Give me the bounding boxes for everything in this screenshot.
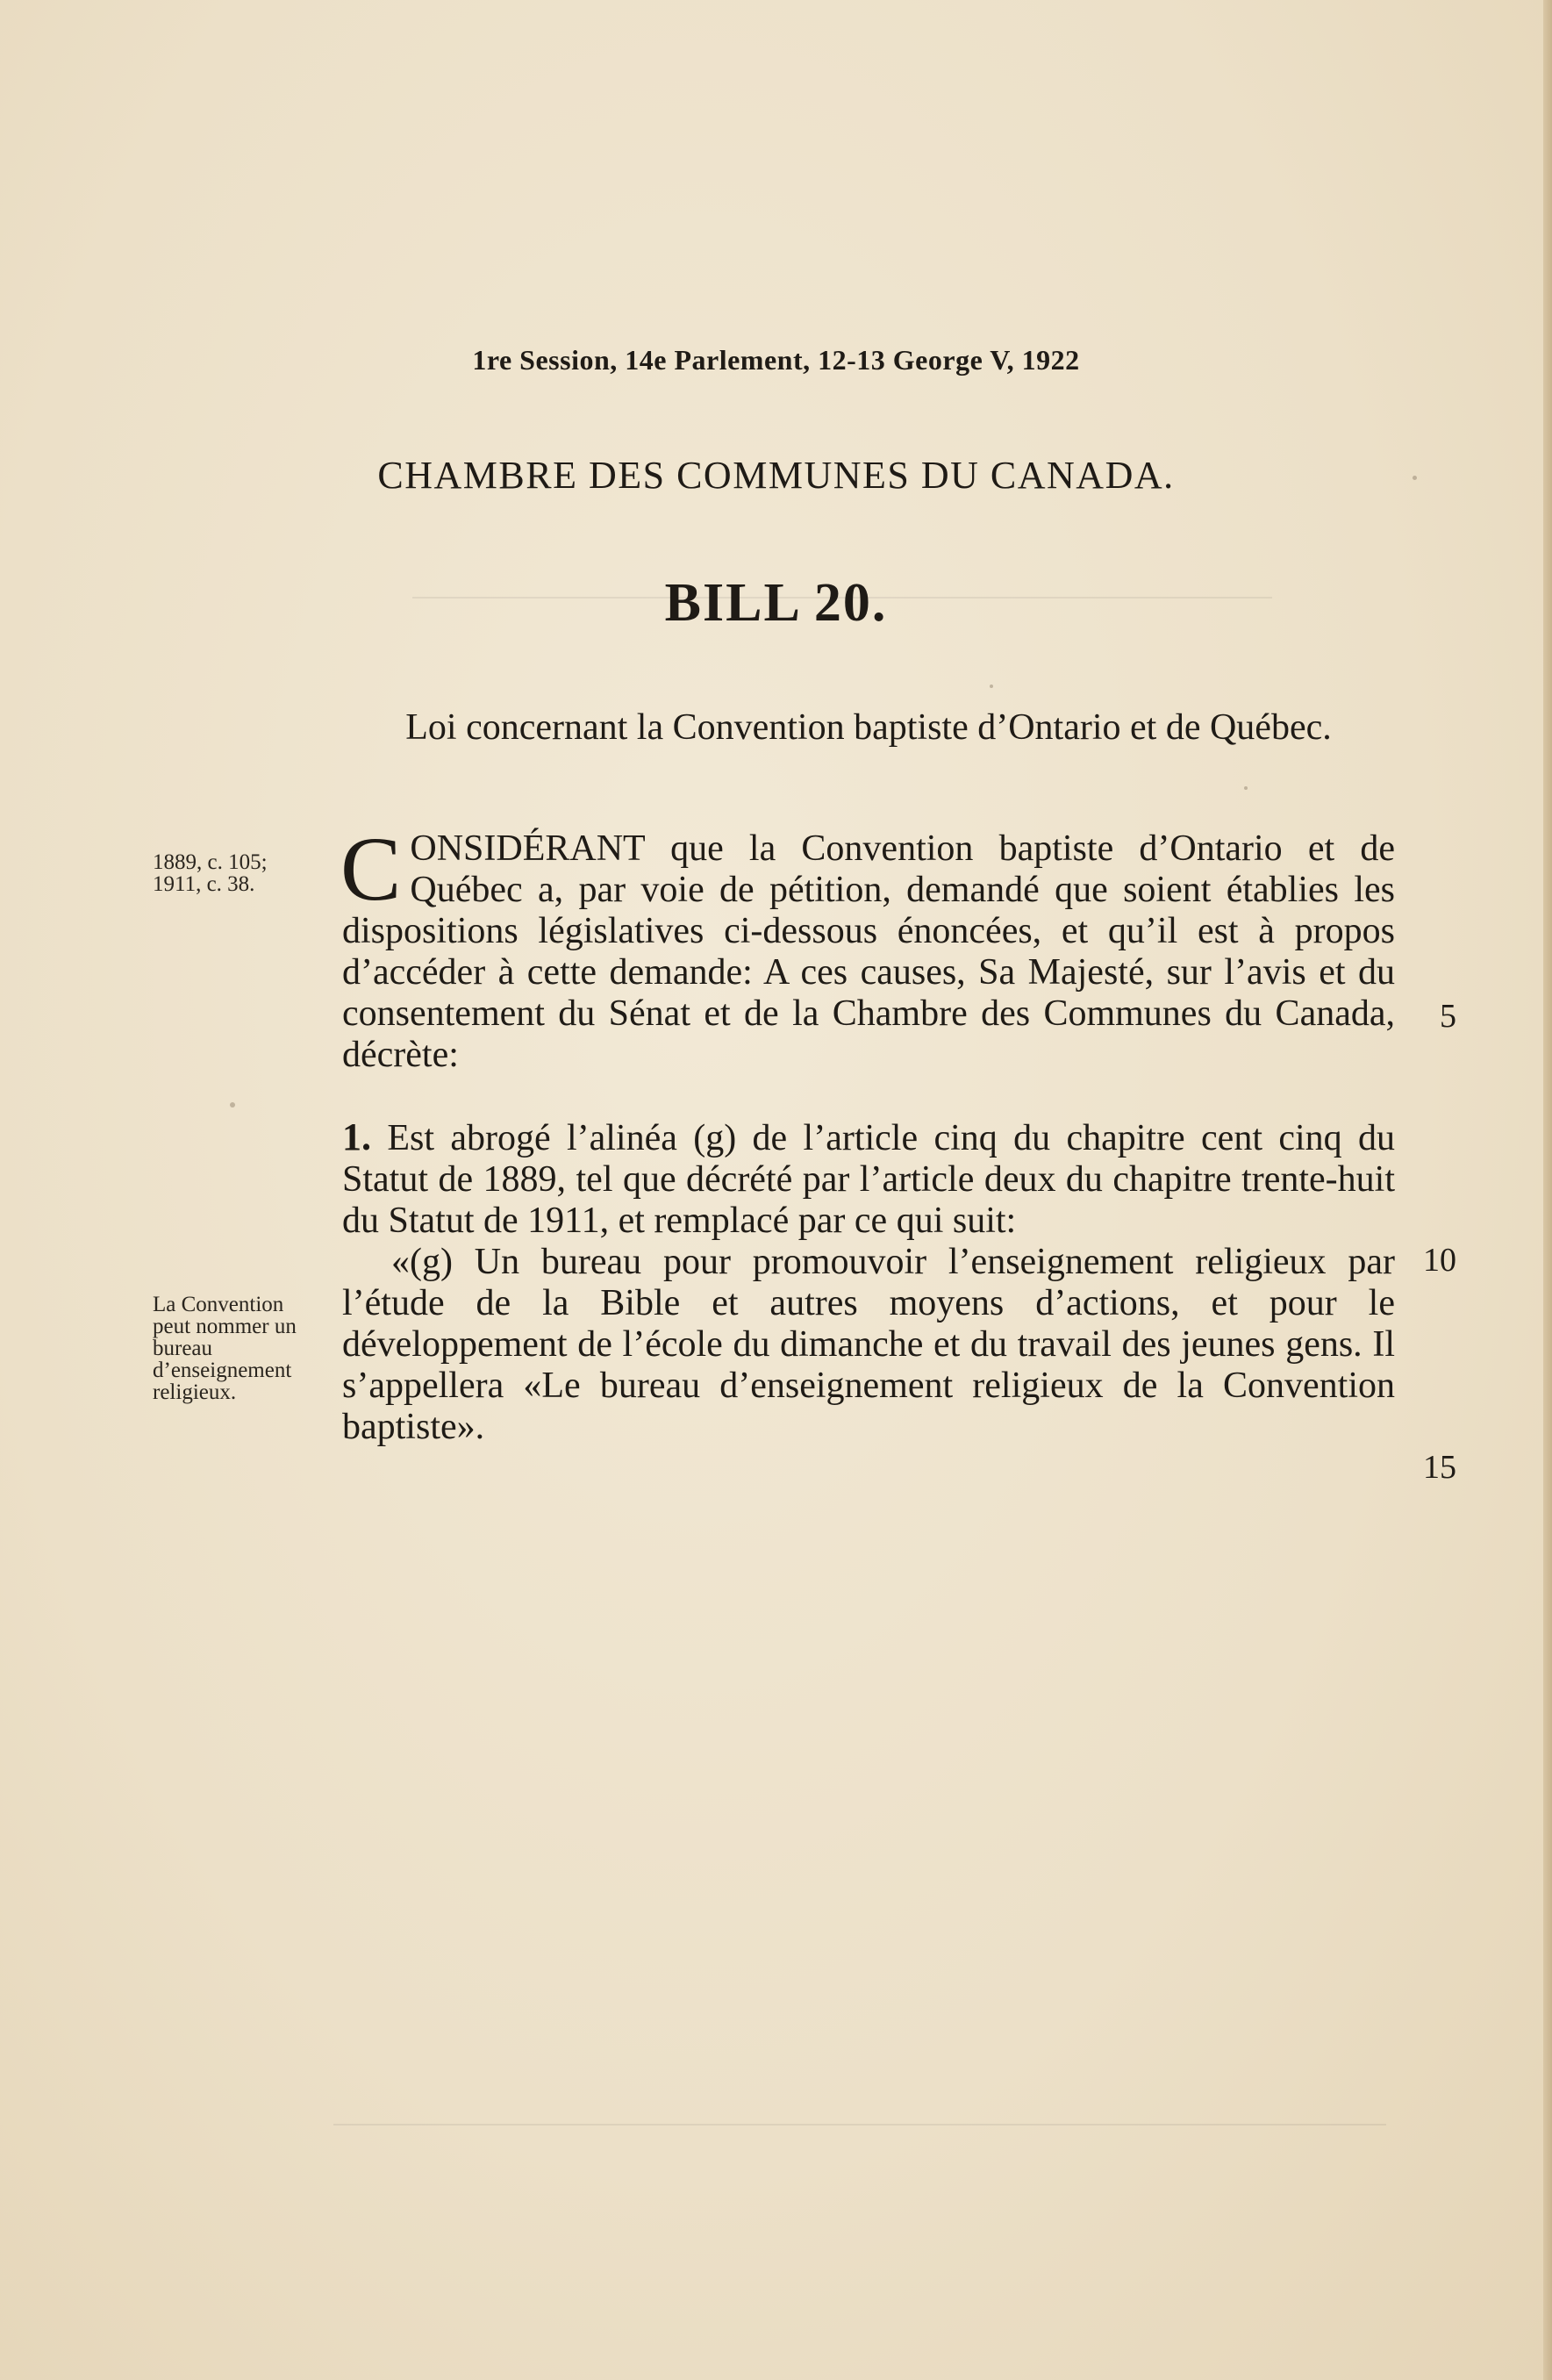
line-number-15: 15	[1423, 1449, 1456, 1486]
drop-cap: C	[340, 819, 402, 920]
preamble	[340, 819, 1395, 1076]
session-header: 1re Session, 14e Parlement, 12-13 George V, 1922	[472, 344, 1080, 376]
section-1	[342, 1116, 1395, 1448]
section-number: 1.	[342, 1115, 371, 1158]
marginal-note-reference: 1889, c. 105; 1911, c. 38.	[153, 850, 268, 896]
long-title: Loi concernant la Convention baptiste d’Ontario et de Québec.	[405, 707, 1332, 748]
page-edge-shadow	[1543, 0, 1552, 2380]
chamber-heading: CHAMBRE DES COMMUNES DU CANADA.	[377, 454, 1175, 497]
section-1-intro	[342, 1116, 1395, 1242]
preamble-text: ONSIDÉRANT que la Convention baptiste d’Ontario et de Québec a, par voie de pétition, demandé que soient établies les dispositions législatives ci-dessous énoncées, et qu’il est à propos d’accéder à cette demande: A ces causes, Sa Majesté, sur l’avis et du consentement du Sénat et de la Chambre des Communes du Canada, décrète:	[342, 828, 1395, 1075]
section-1-replacement: «(g) Un bureau pour promouvoir l’enseignement religieux par l’étude de la Bible et autres moyens d’actions, et pour le développement de l’école du dimanche et du travail des jeunes gens. Il s’appellera «Le bureau d’enseignement religieux de la Convention baptiste».	[342, 1242, 1395, 1447]
reverse-side-bleed-lower	[333, 2124, 1386, 2127]
line-number-10: 10	[1423, 1242, 1456, 1279]
paper-speck	[1244, 786, 1248, 790]
marginal-note-convention: La Convention peut nommer un bureau d’enseignement religieux.	[153, 1293, 297, 1404]
section-1-intro-text: Est abrogé l’alinéa (g) de l’article cinq du chapitre cent cinq du Statut de 1889, tel que décrété par l’article deux du chapitre trente-huit du Statut de 1911, et remplacé par ce qui suit:	[342, 1118, 1395, 1241]
paper-speck	[230, 1102, 235, 1108]
bill-title: BILL 20.	[664, 573, 888, 633]
paper-speck	[1413, 476, 1417, 480]
paper-speck	[990, 685, 993, 688]
line-number-5: 5	[1440, 998, 1456, 1035]
